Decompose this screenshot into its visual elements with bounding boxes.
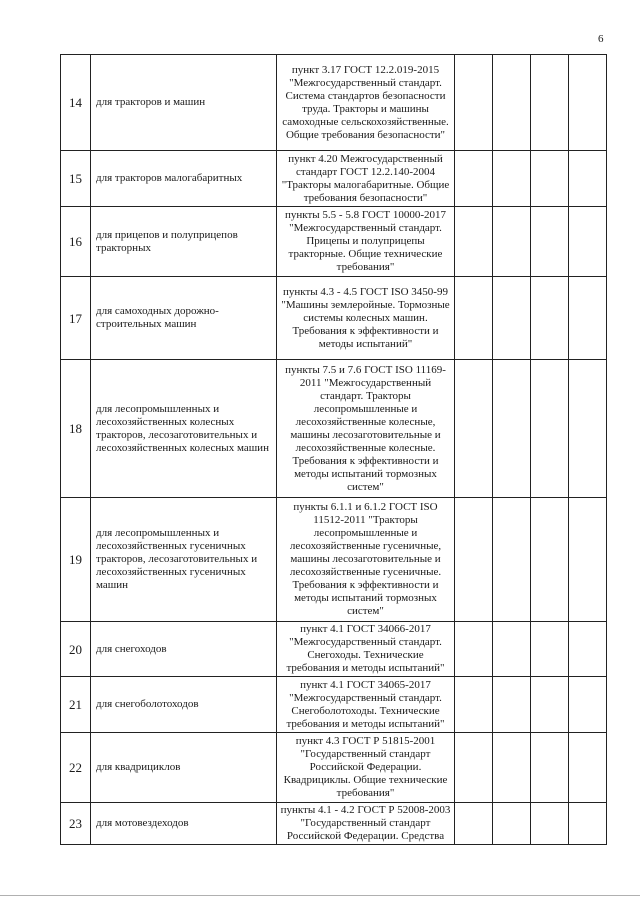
table-row	[61, 677, 607, 733]
empty-cell	[493, 622, 531, 677]
standard-reference: пункт 4.20 Межгосударственный стандарт ГОСТ 12.2.140-2004 "Тракторы малогабаритные. Общие требования безопасности"	[277, 151, 455, 207]
standard-reference: пункт 4.1 ГОСТ 34065-2017 "Межгосударственный стандарт. Снегоболотоходы. Технические требования и методы испытаний"	[277, 677, 455, 733]
empty-cell	[531, 277, 569, 360]
page-number: 6	[598, 33, 604, 45]
empty-cell	[493, 55, 531, 151]
vehicle-category: для квадрициклов	[91, 733, 277, 803]
standard-reference: пункт 4.3 ГОСТ Р 51815-2001 "Государственный стандарт Российской Федерации. Квадрициклы. Общие технические требования"	[277, 733, 455, 803]
table-row	[61, 622, 607, 677]
standard-reference: пункты 4.1 - 4.2 ГОСТ Р 52008-2003 "Государственный стандарт Российской Федерации. Средства	[277, 803, 455, 845]
vehicle-category: для мотовездеходов	[91, 803, 277, 845]
empty-cell	[455, 622, 493, 677]
vehicle-category: для лесопромышленных и лесохозяйственных колесных тракторов, лесозаготовительных и лесохозяйственных колесных машин	[91, 360, 277, 498]
empty-cell	[531, 677, 569, 733]
row-number: 14	[61, 55, 91, 151]
table-row	[61, 207, 607, 277]
empty-cell	[455, 207, 493, 277]
row-number: 15	[61, 151, 91, 207]
standard-reference: пункт 4.1 ГОСТ 34066-2017 "Межгосударственный стандарт. Снегоходы. Технические требования и методы испытаний"	[277, 622, 455, 677]
empty-cell	[493, 360, 531, 498]
empty-cell	[569, 151, 607, 207]
row-number: 20	[61, 622, 91, 677]
empty-cell	[493, 677, 531, 733]
empty-cell	[531, 360, 569, 498]
page-bottom-rule	[0, 895, 640, 896]
empty-cell	[531, 207, 569, 277]
row-number: 18	[61, 360, 91, 498]
row-number: 21	[61, 677, 91, 733]
empty-cell	[569, 677, 607, 733]
standard-reference: пункты 7.5 и 7.6 ГОСТ ISO 11169-2011 "Межгосударственный стандарт. Тракторы лесопромышленные и лесохозяйственные колесные, машины лесозаготовительные и лесохозяйственные колесные. Требования к эффективности и методы испытаний тормозных систем"	[277, 360, 455, 498]
standard-reference: пункты 4.3 - 4.5 ГОСТ ISO 3450-99 "Машины землеройные. Тормозные системы колесных машин. Требования к эффективности и методы испытаний"	[277, 277, 455, 360]
row-number: 23	[61, 803, 91, 845]
vehicle-category: для тракторов и машин	[91, 55, 277, 151]
empty-cell	[455, 677, 493, 733]
table-row	[61, 55, 607, 151]
empty-cell	[455, 733, 493, 803]
vehicle-category: для прицепов и полуприцепов тракторных	[91, 207, 277, 277]
empty-cell	[455, 360, 493, 498]
table-row	[61, 360, 607, 498]
empty-cell	[493, 498, 531, 622]
empty-cell	[455, 498, 493, 622]
vehicle-category: для самоходных дорожно-строительных машин	[91, 277, 277, 360]
table-row	[61, 733, 607, 803]
empty-cell	[455, 277, 493, 360]
empty-cell	[531, 151, 569, 207]
empty-cell	[569, 360, 607, 498]
empty-cell	[455, 55, 493, 151]
empty-cell	[493, 803, 531, 845]
requirements-table	[60, 54, 607, 845]
table-row	[61, 803, 607, 845]
empty-cell	[569, 55, 607, 151]
row-number: 19	[61, 498, 91, 622]
empty-cell	[569, 622, 607, 677]
empty-cell	[531, 55, 569, 151]
row-number: 16	[61, 207, 91, 277]
empty-cell	[569, 207, 607, 277]
table-row	[61, 498, 607, 622]
vehicle-category: для снегоболотоходов	[91, 677, 277, 733]
empty-cell	[493, 277, 531, 360]
empty-cell	[455, 151, 493, 207]
row-number: 17	[61, 277, 91, 360]
vehicle-category: для лесопромышленных и лесохозяйственных гусеничных тракторов, лесозаготовительных и лесохозяйственных гусеничных машин	[91, 498, 277, 622]
empty-cell	[455, 803, 493, 845]
empty-cell	[569, 277, 607, 360]
empty-cell	[569, 733, 607, 803]
empty-cell	[493, 207, 531, 277]
standard-reference: пункт 3.17 ГОСТ 12.2.019-2015 "Межгосударственный стандарт. Система стандартов безопасности труда. Тракторы и машины самоходные сельскохозяйственные. Общие требования безопасности"	[277, 55, 455, 151]
standard-reference: пункты 6.1.1 и 6.1.2 ГОСТ ISO 11512-2011 "Тракторы лесопромышленные и лесохозяйственные гусеничные, машины лесозаготовительные и лесохозяйственные гусеничные. Требования к эффективности и методы испытаний тормозных систем"	[277, 498, 455, 622]
standard-reference: пункты 5.5 - 5.8 ГОСТ 10000-2017 "Межгосударственный стандарт. Прицепы и полуприцепы тракторные. Общие технические требования"	[277, 207, 455, 277]
empty-cell	[569, 803, 607, 845]
empty-cell	[531, 622, 569, 677]
table-row	[61, 151, 607, 207]
empty-cell	[569, 498, 607, 622]
empty-cell	[531, 498, 569, 622]
table-row	[61, 277, 607, 360]
vehicle-category: для тракторов малогабаритных	[91, 151, 277, 207]
empty-cell	[531, 803, 569, 845]
empty-cell	[493, 733, 531, 803]
empty-cell	[531, 733, 569, 803]
row-number: 22	[61, 733, 91, 803]
empty-cell	[493, 151, 531, 207]
vehicle-category: для снегоходов	[91, 622, 277, 677]
